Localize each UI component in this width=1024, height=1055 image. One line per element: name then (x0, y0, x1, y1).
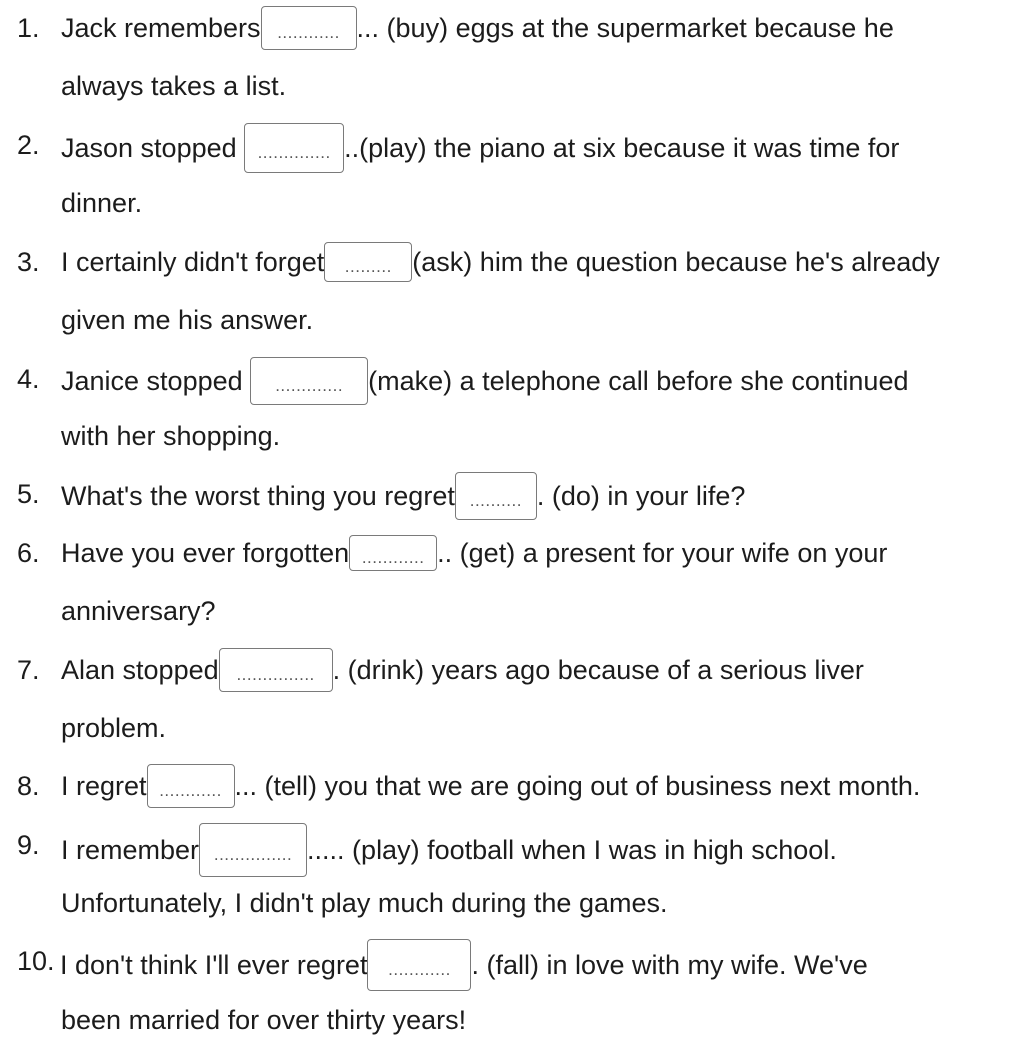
item-2-number: 2. (17, 130, 40, 160)
item-7-text-after: . (drink) years ago because of a serious liver (332, 655, 864, 686)
item-4-text-after: (make) a telephone call before she continued (368, 366, 909, 397)
item-6-number: 6. (17, 538, 40, 568)
item-6-box-dots: ............ (361, 547, 425, 567)
item-8-text-before: I regret (61, 771, 147, 802)
item-5-number: 5. (17, 479, 40, 509)
item-3-sentence (61, 242, 940, 284)
item-4-text-before: Janice stopped (61, 366, 251, 397)
item-1-box-dots: ............ (277, 23, 340, 42)
item-3-answer-box[interactable] (324, 242, 412, 282)
item-2-text-after: ..(play) the piano at six because it was time for (344, 133, 900, 164)
item-10-text-after: . (fall) in love with my wife. We've (471, 950, 868, 981)
item-1-text-after: ... (buy) eggs at the supermarket because he (356, 13, 894, 44)
item-10-box-dots: ............ (388, 960, 451, 979)
item-10-continuation: been married for over thirty years! (61, 1005, 467, 1035)
item-10-answer-box[interactable] (367, 939, 471, 991)
item-8-number: 8. (17, 771, 40, 801)
item-2-sentence (61, 125, 899, 175)
item-10-sentence (60, 941, 868, 993)
item-3-text-before: I certainly didn't forget (61, 247, 325, 277)
item-9-sentence (61, 825, 837, 879)
item-9-text-before: I remember (61, 835, 200, 866)
item-5-answer-box[interactable] (455, 472, 537, 520)
item-8-box-dots: ............ (159, 781, 222, 800)
item-2-answer-box[interactable] (244, 123, 344, 173)
item-3-continuation: given me his answer. (61, 305, 314, 335)
item-7-answer-box[interactable] (219, 648, 333, 692)
item-6-text-after: .. (get) a present for your wife on your (437, 538, 888, 568)
item-6-text-before: Have you ever forgotten (61, 538, 350, 568)
item-3-box-dots: ......... (344, 256, 392, 276)
item-2-box-dots: .............. (257, 143, 331, 162)
item-4-continuation: with her shopping. (61, 421, 281, 451)
item-8-text-after: ... (tell) you that we are going out of business next month. (234, 771, 921, 802)
item-9-box-dots: ............... (213, 845, 293, 864)
item-8-answer-box[interactable] (147, 764, 235, 808)
item-5-sentence (61, 474, 745, 522)
item-7-number: 7. (17, 655, 40, 685)
item-7-box-dots: ............... (236, 665, 315, 684)
item-1-answer-box[interactable] (261, 6, 357, 50)
item-4-box-dots: ............. (275, 376, 344, 395)
item-10-number: 10. (17, 946, 55, 976)
item-10-text-before: I don't think I'll ever regret (60, 950, 368, 981)
item-7-text-before: Alan stopped (61, 655, 219, 686)
item-4-answer-box[interactable] (250, 357, 368, 405)
item-1-text-before: Jack remembers (61, 13, 261, 44)
item-6-answer-box[interactable] (349, 535, 437, 571)
item-2-continuation: dinner. (61, 188, 143, 218)
item-4-number: 4. (17, 364, 40, 394)
item-8-sentence (61, 766, 920, 810)
item-5-text-before: What's the worst thing you regret (61, 481, 455, 512)
item-4-sentence (61, 359, 908, 407)
item-5-text-after: . (do) in your life? (536, 481, 746, 512)
item-3-number: 3. (17, 247, 40, 277)
item-1-continuation: always takes a list. (61, 71, 287, 101)
item-1-sentence (61, 8, 894, 52)
item-2-text-before: Jason stopped (61, 133, 245, 164)
item-7-sentence (61, 650, 864, 694)
item-6-sentence (61, 533, 887, 573)
item-1-number: 1. (17, 13, 40, 43)
item-9-answer-box[interactable] (199, 823, 307, 877)
item-7-continuation: problem. (61, 713, 167, 743)
item-9-number: 9. (17, 830, 40, 860)
item-5-box-dots: .......... (469, 491, 522, 510)
item-6-continuation: anniversary? (61, 596, 216, 626)
item-9-continuation: Unfortunately, I didn't play much during the games. (61, 888, 668, 918)
item-3-text-after: (ask) him the question because he's already (412, 247, 940, 277)
item-9-text-after: ..... (play) football when I was in high school. (307, 835, 837, 866)
